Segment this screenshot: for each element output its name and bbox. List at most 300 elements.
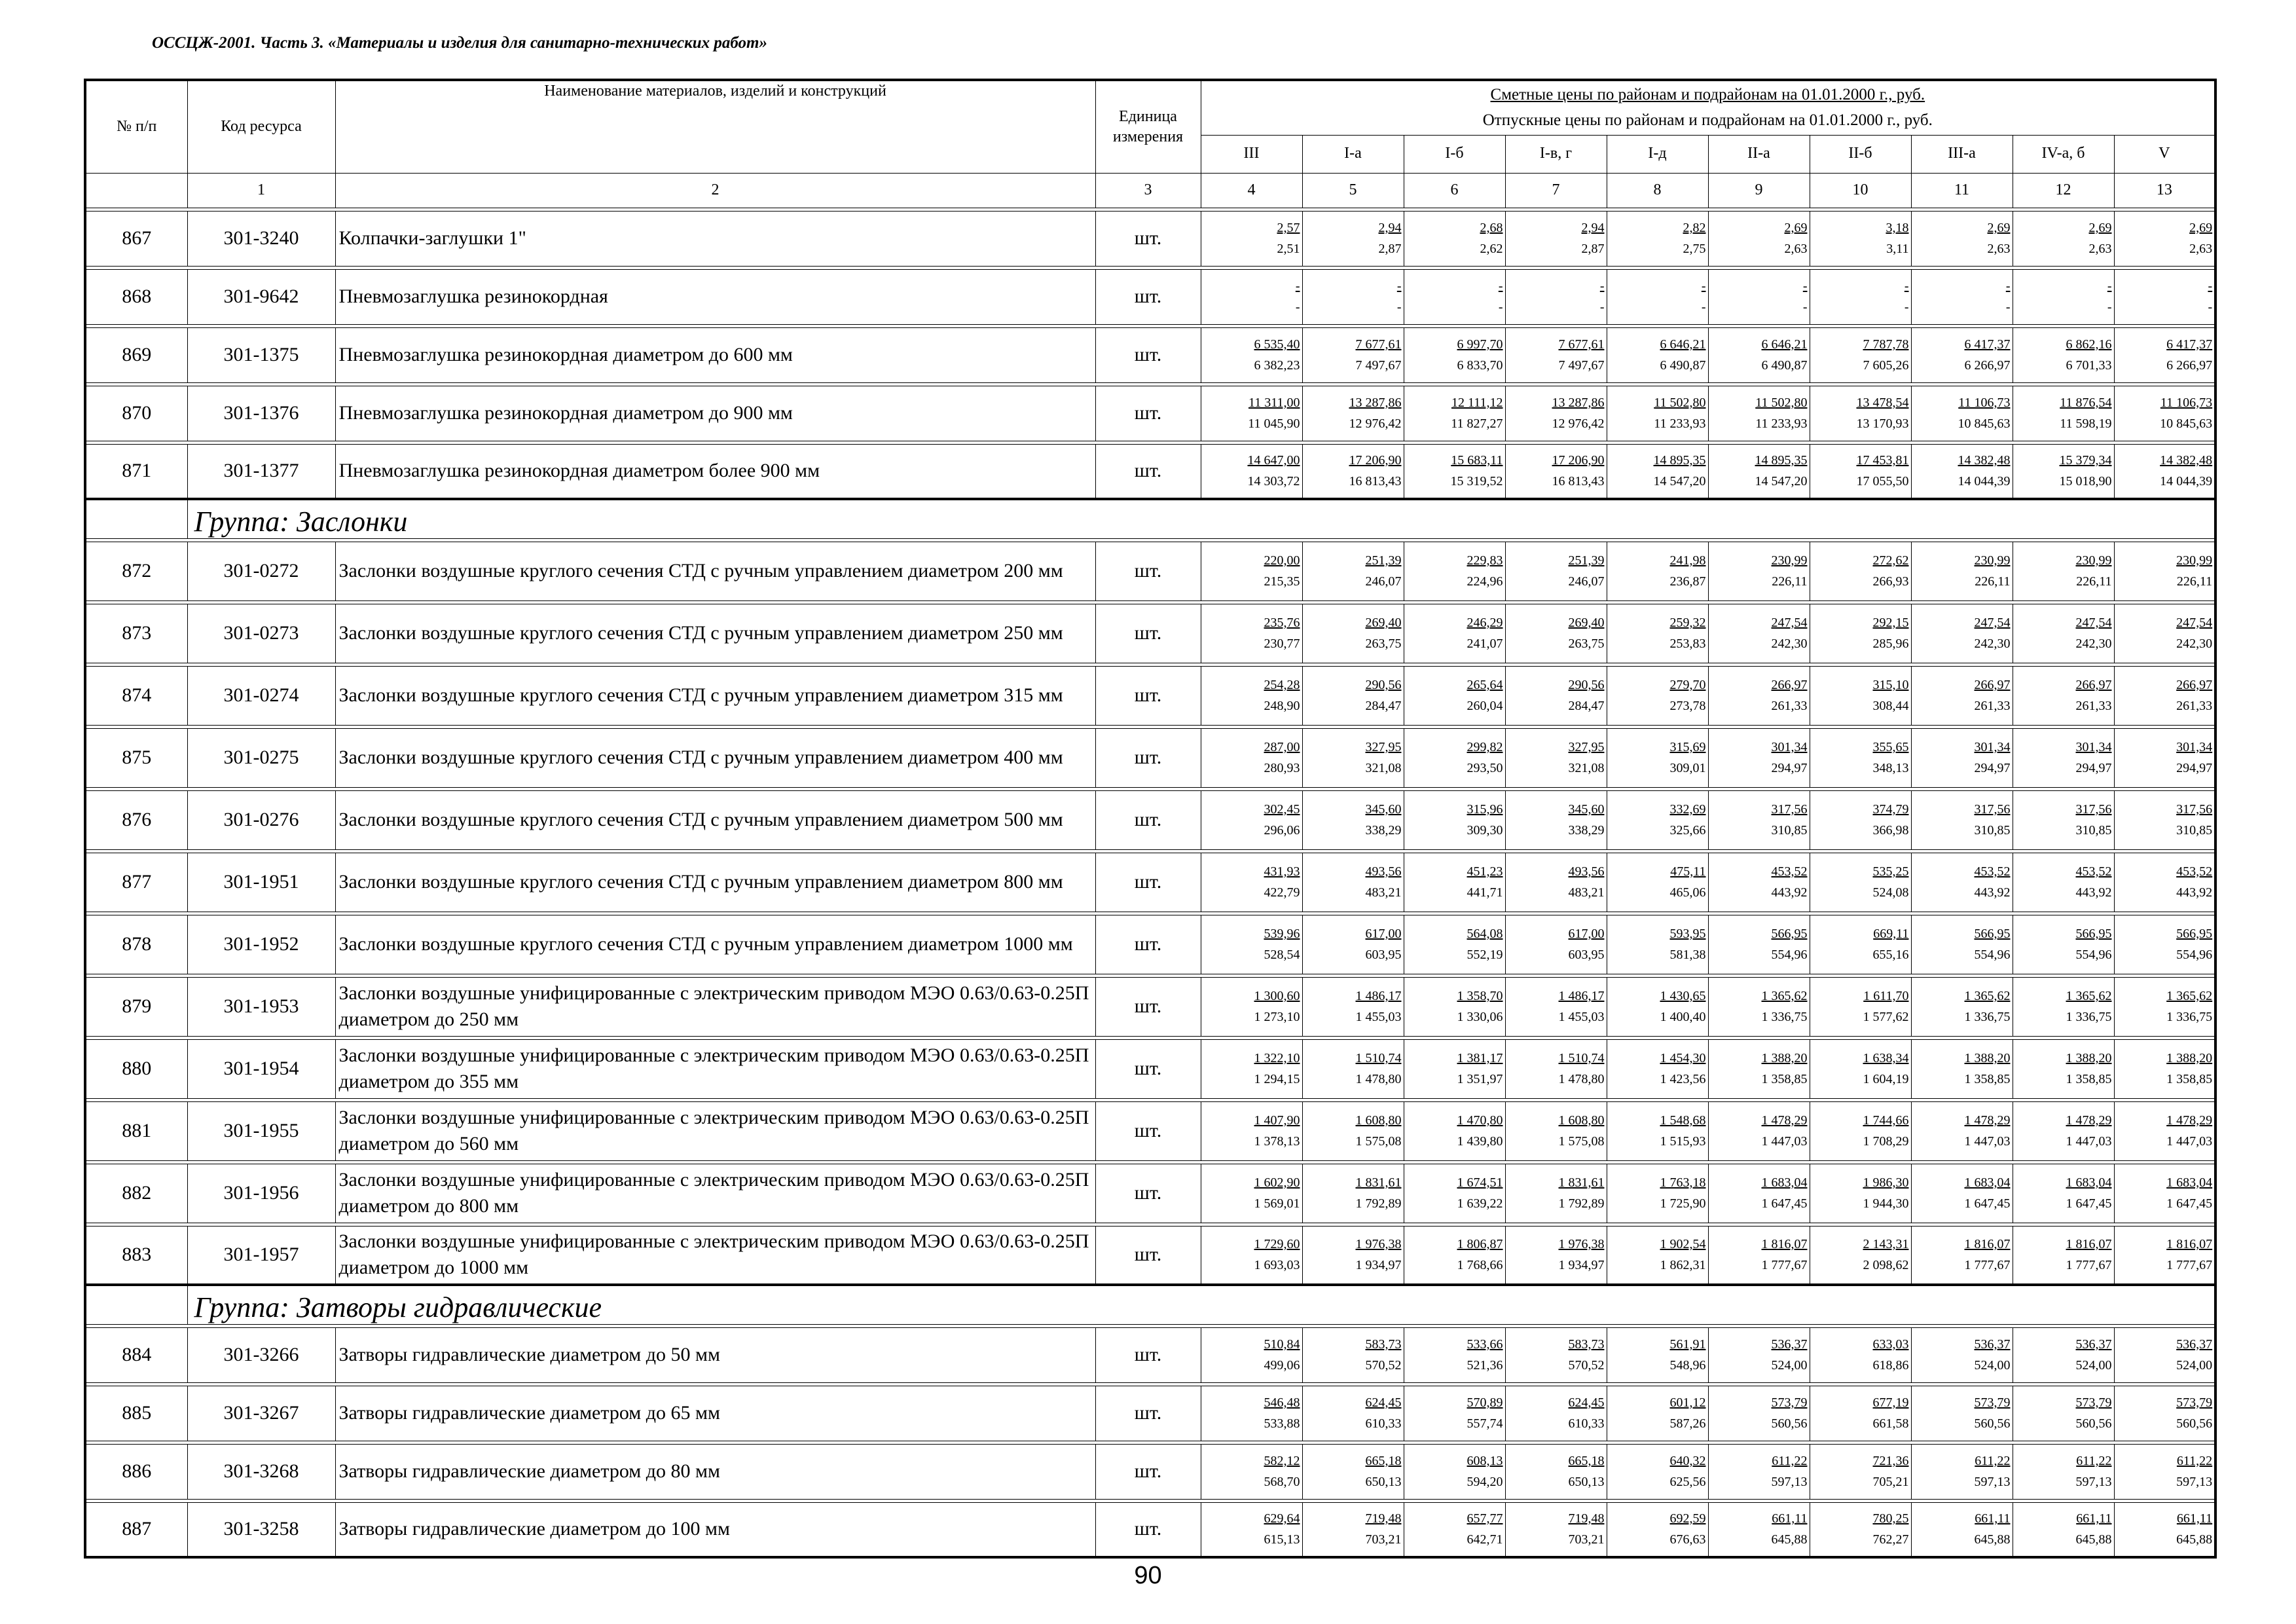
estimate-price: 1 816,07	[1964, 1237, 2011, 1252]
price-cell	[1810, 1226, 1911, 1285]
price-cell	[1404, 211, 1505, 266]
estimate-price: 566,95	[2075, 927, 2112, 941]
estimate-price: 573,79	[1771, 1395, 1808, 1410]
release-price: 2,51	[1277, 242, 1300, 256]
column-index-cell: 7	[1505, 173, 1607, 208]
estimate-price: 14 647,00	[1247, 453, 1300, 468]
price-cell	[1505, 1101, 1607, 1160]
estimate-price: 564,08	[1467, 927, 1503, 941]
estimate-price: 617,00	[1365, 927, 1402, 941]
estimate-price: 230,99	[1974, 553, 2011, 568]
price-cell	[1201, 327, 1302, 382]
release-price: -	[2107, 300, 2112, 314]
material-name: Пневмозаглушка резинокордная диаметром до 600 мм	[335, 327, 1095, 382]
release-price: 443,92	[1771, 885, 1808, 900]
estimate-price: 1 478,29	[1964, 1113, 2011, 1128]
estimate-price: 1 683,04	[1761, 1175, 1808, 1190]
estimate-price: 1 902,54	[1660, 1237, 1706, 1252]
release-price: 13 170,93	[1856, 416, 1909, 431]
price-cell	[1201, 1101, 1302, 1160]
release-price: 441,71	[1467, 885, 1503, 900]
price-cell	[1505, 1444, 1607, 1499]
price-cell	[2013, 542, 2114, 600]
price-cell	[1505, 386, 1607, 441]
price-cell	[2013, 1226, 2114, 1285]
price-cell	[2013, 1101, 2114, 1160]
table-row	[85, 1444, 2215, 1499]
estimate-price: 1 510,74	[1558, 1051, 1605, 1065]
price-cell	[1201, 1386, 1302, 1441]
release-price: 524,00	[1974, 1358, 2011, 1373]
price-cell	[2013, 444, 2114, 499]
table-row	[85, 915, 2215, 974]
estimate-price: 1 365,62	[2166, 989, 2213, 1003]
estimate-price: 2,94	[1378, 221, 1402, 235]
price-cell	[1810, 1386, 1911, 1441]
estimate-price: 7 677,61	[1355, 337, 1402, 352]
estimate-price: 1 816,07	[1761, 1237, 1808, 1252]
release-price: 1 575,08	[1355, 1134, 1402, 1149]
price-cell	[1810, 666, 1911, 725]
table-row	[85, 211, 2215, 266]
estimate-price: 1 831,61	[1558, 1175, 1605, 1190]
price-cell	[1607, 542, 1708, 600]
estimate-price: 3,18	[1886, 221, 1909, 235]
table-row	[85, 1386, 2215, 1441]
release-price: 3,11	[1886, 242, 1909, 256]
estimate-price: 12 111,12	[1451, 396, 1503, 410]
estimate-price: 657,77	[1467, 1511, 1503, 1526]
unit-cell: шт.	[1095, 977, 1201, 1036]
estimate-price: 1 611,70	[1863, 989, 1909, 1003]
estimate-price: 11 876,54	[2060, 396, 2112, 410]
price-cell	[1911, 604, 2013, 663]
price-cell	[1607, 1039, 1708, 1098]
release-price: 226,11	[1975, 574, 2011, 589]
resource-code: 301-0273	[187, 604, 335, 663]
estimate-price: 6 417,37	[2166, 337, 2213, 352]
estimate-price: 611,22	[2176, 1454, 2213, 1468]
release-price: 524,00	[2176, 1358, 2213, 1373]
release-price: 524,00	[1771, 1358, 1808, 1373]
release-price: 1 336,75	[1964, 1010, 2011, 1024]
estimate-price: 692,59	[1669, 1511, 1706, 1526]
estimate-price: 1 388,20	[1761, 1051, 1808, 1065]
material-name: Затворы гидравлические диаметром до 80 мм	[335, 1444, 1095, 1499]
price-cell	[1708, 604, 1810, 663]
row-number: 872	[85, 542, 187, 600]
price-cell	[2013, 1502, 2114, 1557]
estimate-price: 453,52	[1771, 864, 1808, 879]
estimate-price: 510,84	[1264, 1337, 1300, 1352]
estimate-price: 661,11	[1975, 1511, 2011, 1526]
price-cell	[1201, 211, 1302, 266]
estimate-price: -	[1701, 279, 1706, 293]
estimate-price: 11 106,73	[1958, 396, 2011, 410]
release-price: 1 358,85	[1761, 1072, 1808, 1086]
page-header: ОССЦЖ-2001. Часть 3. «Материалы и изделия для санитарно-технических работ»	[152, 34, 767, 52]
estimate-price: 493,56	[1365, 864, 1402, 879]
unit-cell: шт.	[1095, 1101, 1201, 1160]
estimate-price: 247,54	[2176, 616, 2213, 630]
price-cell	[1607, 1101, 1708, 1160]
price-cell	[1404, 1327, 1505, 1382]
estimate-price: 1 683,04	[2066, 1175, 2112, 1190]
row-number: 871	[85, 444, 187, 499]
price-cell	[1505, 1386, 1607, 1441]
estimate-price: 269,40	[1568, 616, 1605, 630]
price-cell	[1911, 1386, 2013, 1441]
unit-cell: шт.	[1095, 1164, 1201, 1223]
price-cell	[1201, 728, 1302, 787]
release-price: 560,56	[2176, 1416, 2213, 1431]
release-price: 6 266,97	[2166, 358, 2213, 373]
estimate-price: 2,57	[1277, 221, 1300, 235]
release-price: 1 358,85	[2066, 1072, 2112, 1086]
price-cell	[1404, 1444, 1505, 1499]
price-cell	[1505, 728, 1607, 787]
estimate-price: 265,64	[1467, 678, 1503, 692]
price-cell	[1201, 853, 1302, 912]
column-index-cell: 13	[2114, 173, 2215, 208]
price-cell	[1708, 977, 1810, 1036]
estimate-price: 1 638,34	[1863, 1051, 1909, 1065]
table-row	[85, 444, 2215, 499]
release-price: 1 777,67	[1761, 1258, 1808, 1273]
estimate-price: 17 453,81	[1856, 453, 1909, 468]
table-row	[85, 853, 2215, 912]
estimate-price: 1 831,61	[1355, 1175, 1402, 1190]
release-price: 618,86	[1872, 1358, 1909, 1373]
price-cell	[2013, 666, 2114, 725]
price-cell	[1810, 444, 1911, 499]
release-price: 261,33	[1771, 699, 1808, 713]
resource-code: 301-0272	[187, 542, 335, 600]
estimate-price: 269,40	[1365, 616, 1402, 630]
estimate-price: 6 646,21	[1761, 337, 1808, 352]
price-cell	[1810, 604, 1911, 663]
release-price: 10 845,63	[2160, 416, 2213, 431]
price-cell	[1810, 728, 1911, 787]
release-price: -	[2208, 300, 2213, 314]
price-cell	[1201, 386, 1302, 441]
estimate-price: 6 535,40	[1254, 337, 1300, 352]
estimate-price: 1 608,80	[1355, 1113, 1402, 1128]
price-cell	[1201, 790, 1302, 849]
row-number: 887	[85, 1502, 187, 1557]
release-price: 261,33	[1974, 699, 2011, 713]
release-price: 483,21	[1365, 885, 1402, 900]
price-cell	[1505, 915, 1607, 974]
row-number: 867	[85, 211, 187, 266]
estimate-price: 315,69	[1669, 740, 1706, 754]
group-row-spacer	[85, 499, 187, 538]
estimate-price: 1 548,68	[1660, 1113, 1706, 1128]
price-cell	[1607, 666, 1708, 725]
price-cell	[1404, 444, 1505, 499]
price-cell	[1404, 1502, 1505, 1557]
price-cell	[1302, 1444, 1404, 1499]
resource-code: 301-1376	[187, 386, 335, 441]
price-cell	[1302, 1502, 1404, 1557]
release-price: 645,88	[1974, 1532, 2011, 1547]
release-price: 465,06	[1669, 885, 1706, 900]
column-index-cell: 5	[1302, 173, 1404, 208]
price-cell	[1810, 1164, 1911, 1223]
resource-code: 301-0275	[187, 728, 335, 787]
material-name: Заслонки воздушные круглого сечения СТД с ручным управлением диаметром 400 мм	[335, 728, 1095, 787]
release-price: 6 266,97	[1964, 358, 2011, 373]
estimate-price: 11 502,80	[1755, 396, 1808, 410]
price-cell	[2013, 1164, 2114, 1223]
price-cell	[1810, 1327, 1911, 1382]
unit-cell: шт.	[1095, 1444, 1201, 1499]
release-price: 524,08	[1872, 885, 1909, 900]
release-price: 1 351,97	[1457, 1072, 1503, 1086]
release-price: 1 515,93	[1660, 1134, 1706, 1149]
price-cell	[1810, 386, 1911, 441]
release-price: 15 018,90	[2059, 474, 2112, 489]
table-row	[85, 790, 2215, 849]
group-label: Группа: Заслонки	[187, 499, 2215, 538]
unit-cell: шт.	[1095, 604, 1201, 663]
unit-cell: шт.	[1095, 1226, 1201, 1285]
estimate-price: 254,28	[1264, 678, 1300, 692]
price-cell	[2013, 915, 2114, 974]
estimate-price: 374,79	[1872, 802, 1909, 817]
price-title-release: Отпускные цены по районам и подрайонам на 01.01.2000 г., руб.	[1482, 111, 1933, 129]
release-price: 2,87	[1378, 242, 1402, 256]
price-cell	[2114, 666, 2215, 725]
unit-cell: шт.	[1095, 853, 1201, 912]
estimate-price: 1 986,30	[1863, 1175, 1909, 1190]
release-price: 11 233,93	[1654, 416, 1706, 431]
price-cell	[1810, 269, 1911, 324]
estimate-price: 661,11	[2176, 1511, 2213, 1526]
price-cell	[2114, 327, 2215, 382]
release-price: 443,92	[2176, 885, 2213, 900]
estimate-price: 624,45	[1568, 1395, 1605, 1410]
table-row	[85, 1327, 2215, 1382]
release-price: 261,33	[2075, 699, 2112, 713]
price-cell	[1505, 1327, 1607, 1382]
estimate-price: 1 430,65	[1660, 989, 1706, 1003]
release-price: 1 934,97	[1558, 1258, 1605, 1273]
price-cell	[1810, 790, 1911, 849]
price-cell	[1302, 269, 1404, 324]
release-price: 11 827,27	[1451, 416, 1503, 431]
column-index-cell: 9	[1708, 173, 1810, 208]
material-name: Затворы гидравлические диаметром до 50 мм	[335, 1327, 1095, 1382]
release-price: 499,06	[1264, 1358, 1300, 1373]
release-price: 284,47	[1365, 699, 1402, 713]
estimate-price: 251,39	[1365, 553, 1402, 568]
estimate-price: 566,95	[1974, 927, 2011, 941]
resource-code: 301-3240	[187, 211, 335, 266]
price-cell	[1708, 269, 1810, 324]
release-price: 273,78	[1669, 699, 1706, 713]
estimate-price: 301,34	[1974, 740, 2011, 754]
release-price: 1 777,67	[1964, 1258, 2011, 1273]
estimate-price: 570,89	[1467, 1395, 1503, 1410]
estimate-price: 493,56	[1568, 864, 1605, 879]
estimate-price: 1 683,04	[1964, 1175, 2011, 1190]
estimate-price: 14 382,48	[2160, 453, 2213, 468]
estimate-price: 272,62	[1872, 553, 1909, 568]
material-name: Колпачки-заглушки 1"	[335, 211, 1095, 266]
group-label: Группа: Затворы гидравлические	[187, 1285, 2215, 1324]
estimate-price: 573,79	[2176, 1395, 2213, 1410]
estimate-price: 2,69	[2189, 221, 2213, 235]
price-cell	[1911, 1039, 2013, 1098]
estimate-price: 583,73	[1365, 1337, 1402, 1352]
release-price: 2,63	[1784, 242, 1808, 256]
price-cell	[2114, 1164, 2215, 1223]
estimate-price: 317,56	[2075, 802, 2112, 817]
unit-cell: шт.	[1095, 269, 1201, 324]
release-price: 309,01	[1669, 761, 1706, 775]
price-cell	[1708, 1226, 1810, 1285]
release-price: 310,85	[1974, 823, 2011, 838]
release-price: 703,21	[1365, 1532, 1402, 1547]
price-cell	[1607, 728, 1708, 787]
price-cell	[2114, 1444, 2215, 1499]
material-name: Заслонки воздушные круглого сечения СТД с ручным управлением диаметром 315 мм	[335, 666, 1095, 725]
estimate-price: 15 683,11	[1451, 453, 1503, 468]
release-price: 1 777,67	[2066, 1258, 2112, 1273]
price-cell	[2114, 386, 2215, 441]
estimate-price: 611,22	[2076, 1454, 2112, 1468]
resource-code: 301-0274	[187, 666, 335, 725]
release-price: 1 423,56	[1660, 1072, 1706, 1086]
release-price: 325,66	[1669, 823, 1706, 838]
release-price: 338,29	[1365, 823, 1402, 838]
price-cell	[1404, 1101, 1505, 1160]
estimate-price: 290,56	[1365, 678, 1402, 692]
price-cell	[1911, 915, 2013, 974]
price-cell	[1607, 1444, 1708, 1499]
estimate-price: 6 997,70	[1457, 337, 1503, 352]
estimate-price: 7 787,78	[1863, 337, 1909, 352]
release-price: 1 569,01	[1254, 1196, 1300, 1211]
column-index-cell: 11	[1911, 173, 2013, 208]
price-cell	[1404, 1039, 1505, 1098]
row-number: 880	[85, 1039, 187, 1098]
estimate-price: 2,69	[2088, 221, 2112, 235]
release-price: 1 577,62	[1863, 1010, 1909, 1024]
price-cell	[2013, 269, 2114, 324]
release-price: 705,21	[1872, 1475, 1909, 1489]
release-price: 226,11	[2176, 574, 2213, 589]
estimate-price: 780,25	[1872, 1511, 1909, 1526]
estimate-price: 665,18	[1365, 1454, 1402, 1468]
estimate-price: 661,11	[1772, 1511, 1808, 1526]
estimate-price: 1 365,62	[1964, 989, 2011, 1003]
release-price: 2,62	[1480, 242, 1503, 256]
estimate-price: 247,54	[2075, 616, 2112, 630]
release-price: 366,98	[1872, 823, 1909, 838]
release-price: 560,56	[1771, 1416, 1808, 1431]
estimate-price: 220,00	[1264, 553, 1300, 568]
resource-code: 301-1955	[187, 1101, 335, 1160]
estimate-price: 721,36	[1872, 1454, 1909, 1468]
estimate-price: 2,94	[1581, 221, 1605, 235]
estimate-price: 229,83	[1467, 553, 1503, 568]
release-price: 16 813,43	[1552, 474, 1605, 489]
price-cell	[2114, 269, 2215, 324]
price-cell	[1302, 327, 1404, 382]
estimate-price: 665,18	[1568, 1454, 1605, 1468]
estimate-price: -	[1599, 279, 1605, 293]
estimate-price: 536,37	[2176, 1337, 2213, 1352]
release-price: 642,71	[1467, 1532, 1503, 1547]
release-price: 242,30	[2176, 637, 2213, 651]
price-cell	[1911, 1101, 2013, 1160]
price-cell	[1505, 977, 1607, 1036]
table-row	[85, 1226, 2215, 1285]
column-index-cell: 4	[1201, 173, 1302, 208]
estimate-price: 2 143,31	[1863, 1237, 1909, 1252]
estimate-price: 601,12	[1669, 1395, 1706, 1410]
row-number: 874	[85, 666, 187, 725]
release-price: 554,96	[2176, 948, 2213, 962]
release-price: 241,07	[1467, 637, 1503, 651]
estimate-price: 1 478,29	[2166, 1113, 2213, 1128]
table-row	[85, 542, 2215, 600]
release-price: 310,85	[2176, 823, 2213, 838]
resource-code: 301-1951	[187, 853, 335, 912]
unit-cell: шт.	[1095, 1039, 1201, 1098]
material-name: Пневмозаглушка резинокордная диаметром более 900 мм	[335, 444, 1095, 499]
release-price: 1 647,45	[1964, 1196, 2011, 1211]
estimate-price: 11 106,73	[2160, 396, 2213, 410]
price-cell	[1505, 542, 1607, 600]
estimate-price: 345,60	[1568, 802, 1605, 817]
unit-cell: шт.	[1095, 728, 1201, 787]
estimate-price: 719,48	[1568, 1511, 1605, 1526]
release-price: 1 708,29	[1863, 1134, 1909, 1149]
release-price: 1 400,40	[1660, 1010, 1706, 1024]
release-price: 1 447,03	[1761, 1134, 1808, 1149]
estimate-price: 235,76	[1264, 616, 1300, 630]
estimate-price: 633,03	[1872, 1337, 1909, 1352]
price-cell	[1708, 1327, 1810, 1382]
unit-cell: шт.	[1095, 386, 1201, 441]
release-price: -	[1599, 300, 1605, 314]
resource-code: 301-1956	[187, 1164, 335, 1223]
price-cell	[1302, 1226, 1404, 1285]
release-price: 6 490,87	[1761, 358, 1808, 373]
price-title-estimate: Сметные цены по районам и подрайонам на 01.01.2000 г., руб.	[1490, 86, 1925, 103]
release-price: 594,20	[1467, 1475, 1503, 1489]
release-price: 246,07	[1365, 574, 1402, 589]
estimate-price: 7 677,61	[1558, 337, 1605, 352]
price-cell	[1302, 915, 1404, 974]
release-price: 603,95	[1365, 948, 1402, 962]
row-number: 868	[85, 269, 187, 324]
price-cell	[1810, 1039, 1911, 1098]
price-cell	[2013, 790, 2114, 849]
price-cell	[1911, 666, 2013, 725]
release-price: 2,63	[1987, 242, 2011, 256]
estimate-price: 251,39	[1568, 553, 1605, 568]
release-price: 294,97	[1771, 761, 1808, 775]
release-price: 348,13	[1872, 761, 1909, 775]
price-cell	[1607, 386, 1708, 441]
estimate-price: 17 206,90	[1349, 453, 1402, 468]
price-cell	[1201, 1226, 1302, 1285]
estimate-price: 315,96	[1467, 802, 1503, 817]
